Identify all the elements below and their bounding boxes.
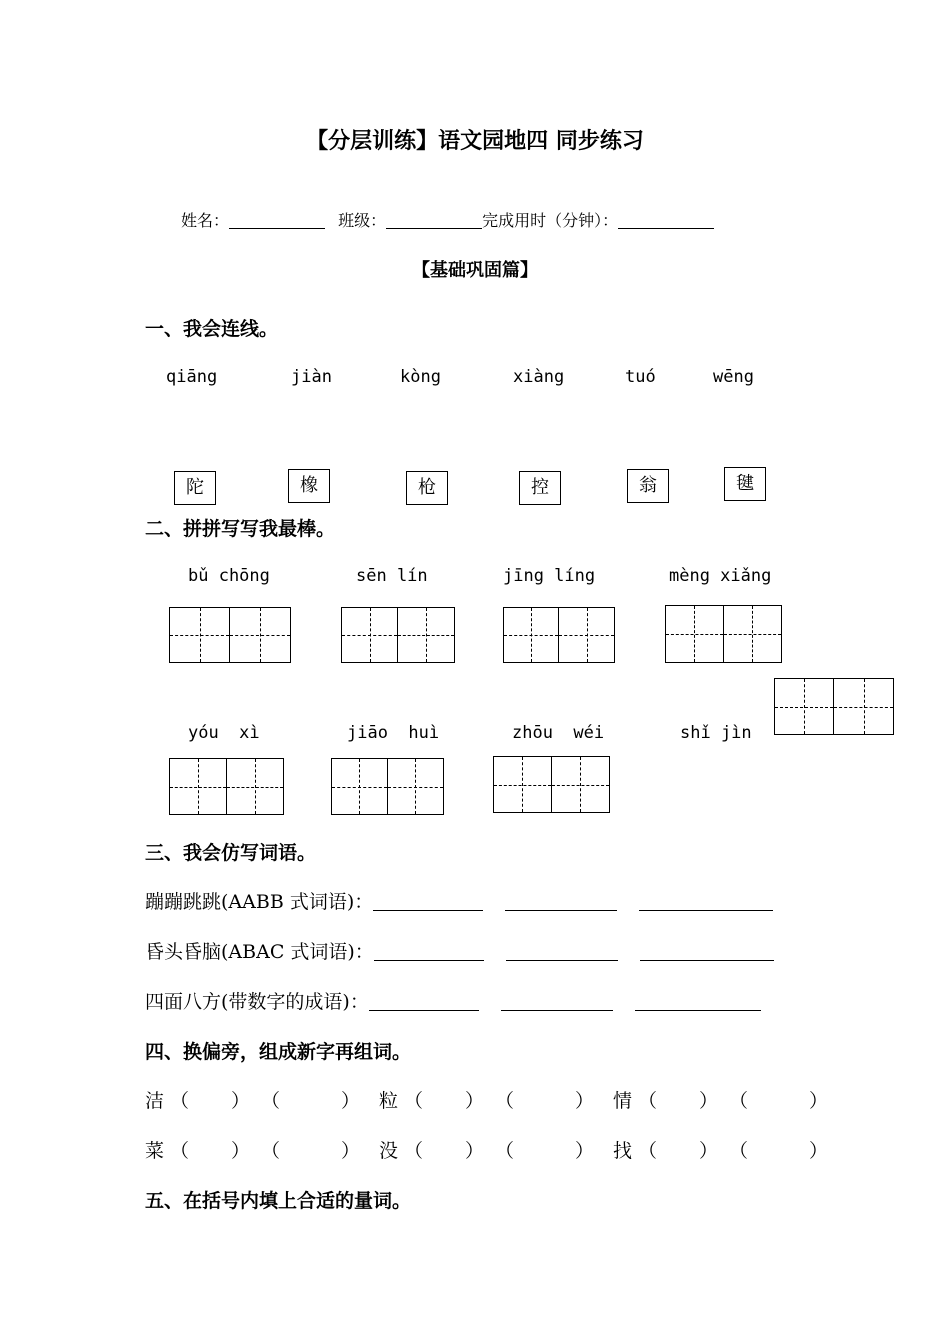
paren-close: ） bbox=[699, 1090, 719, 1112]
writing-grid[interactable] bbox=[493, 756, 610, 813]
char-box[interactable]: 橡 bbox=[288, 469, 330, 503]
pinyin-word: yóu xì bbox=[188, 723, 260, 743]
answer-blank[interactable] bbox=[640, 960, 774, 961]
answer-blank[interactable] bbox=[374, 960, 484, 961]
radical-char: 没 bbox=[379, 1140, 399, 1162]
paren-close: ） bbox=[231, 1090, 251, 1112]
answer-blank[interactable] bbox=[639, 910, 773, 911]
paren-close: ） bbox=[699, 1140, 719, 1162]
radical-char: 粒 bbox=[379, 1090, 399, 1112]
pinyin-word: bǔ chōng bbox=[188, 566, 270, 586]
pinyin-word: jiāo huì bbox=[347, 723, 440, 743]
writing-grid[interactable] bbox=[331, 758, 444, 815]
writing-grid[interactable] bbox=[341, 607, 455, 663]
section2-heading: 二、拼拼写写我最棒。 bbox=[145, 518, 336, 540]
char-box[interactable]: 翁 bbox=[627, 469, 669, 503]
paren-close: ） bbox=[465, 1090, 485, 1112]
answer-blank[interactable] bbox=[506, 960, 618, 961]
section5-heading: 五、在括号内填上合适的量词。 bbox=[145, 1190, 412, 1212]
radical-char: 情 bbox=[613, 1090, 633, 1112]
answer-blank[interactable] bbox=[373, 910, 483, 911]
paren-open: （ bbox=[261, 1140, 281, 1162]
answer-blank[interactable] bbox=[505, 910, 617, 911]
section-subtitle: 【基础巩固篇】 bbox=[412, 260, 538, 281]
paren-open: （ bbox=[729, 1140, 749, 1162]
pinyin-item: jiàn bbox=[291, 367, 332, 387]
writing-grid[interactable] bbox=[169, 758, 284, 815]
time-blank[interactable] bbox=[618, 228, 714, 229]
paren-open: （ bbox=[729, 1090, 749, 1112]
paren-close: ） bbox=[575, 1090, 595, 1112]
pinyin-item: wēng bbox=[713, 367, 754, 387]
class-label: 班级： bbox=[338, 211, 387, 230]
paren-close: ） bbox=[465, 1140, 485, 1162]
class-blank[interactable] bbox=[386, 228, 482, 229]
section3-heading: 三、我会仿写词语。 bbox=[145, 842, 317, 864]
paren-close: ） bbox=[341, 1140, 361, 1162]
radical-char: 洁 bbox=[145, 1090, 165, 1112]
pinyin-item: qiāng bbox=[166, 367, 218, 387]
pinyin-item: xiàng bbox=[513, 367, 565, 387]
section1-heading: 一、我会连线。 bbox=[145, 318, 279, 340]
student-info-row bbox=[181, 208, 714, 231]
name-label: 姓名： bbox=[181, 211, 230, 230]
paren-open: （ bbox=[404, 1090, 424, 1112]
radical-char: 菜 bbox=[145, 1140, 165, 1162]
imitation-prompt: 蹦蹦跳跳(AABB 式词语)： bbox=[145, 891, 374, 913]
char-box[interactable]: 陀 bbox=[174, 471, 216, 505]
pinyin-word: mèng xiǎng bbox=[669, 566, 772, 586]
page-title: 【分层训练】语文园地四 同步练习 bbox=[306, 129, 644, 154]
pinyin-item: tuó bbox=[625, 367, 656, 387]
answer-blank[interactable] bbox=[501, 1010, 613, 1011]
radical-char: 找 bbox=[613, 1140, 633, 1162]
name-blank[interactable] bbox=[229, 228, 325, 229]
answer-blank[interactable] bbox=[369, 1010, 479, 1011]
imitation-line bbox=[145, 887, 773, 914]
writing-grid[interactable] bbox=[503, 607, 615, 663]
paren-close: ） bbox=[575, 1140, 595, 1162]
paren-open: （ bbox=[495, 1090, 515, 1112]
pinyin-word: sēn lín bbox=[356, 566, 428, 586]
imitation-line bbox=[145, 987, 761, 1014]
paren-open: （ bbox=[261, 1090, 281, 1112]
char-box[interactable]: 控 bbox=[519, 471, 561, 505]
writing-grid[interactable] bbox=[665, 605, 782, 663]
paren-open: （ bbox=[170, 1140, 190, 1162]
pinyin-item: kòng bbox=[400, 367, 441, 387]
pinyin-word: jīng líng bbox=[503, 566, 596, 586]
paren-open: （ bbox=[404, 1140, 424, 1162]
section4-heading: 四、换偏旁，组成新字再组词。 bbox=[145, 1041, 412, 1063]
paren-open: （ bbox=[638, 1140, 658, 1162]
paren-open: （ bbox=[170, 1090, 190, 1112]
paren-close: ） bbox=[809, 1140, 829, 1162]
imitation-prompt: 四面八方(带数字的成语)： bbox=[145, 991, 369, 1013]
paren-open: （ bbox=[638, 1090, 658, 1112]
writing-grid[interactable] bbox=[774, 678, 894, 735]
paren-close: ） bbox=[231, 1140, 251, 1162]
time-label: 完成用时（分钟）： bbox=[482, 211, 619, 230]
pinyin-word: zhōu wéi bbox=[512, 723, 605, 743]
char-box[interactable]: 毽 bbox=[724, 467, 766, 501]
imitation-prompt: 昏头昏脑(ABAC 式词语)： bbox=[145, 941, 374, 963]
answer-blank[interactable] bbox=[635, 1010, 761, 1011]
char-box[interactable]: 枪 bbox=[406, 471, 448, 505]
imitation-line bbox=[145, 937, 774, 964]
paren-close: ） bbox=[341, 1090, 361, 1112]
paren-close: ） bbox=[809, 1090, 829, 1112]
pinyin-word: shǐ jìn bbox=[680, 723, 752, 743]
paren-open: （ bbox=[495, 1140, 515, 1162]
writing-grid[interactable] bbox=[169, 607, 291, 663]
